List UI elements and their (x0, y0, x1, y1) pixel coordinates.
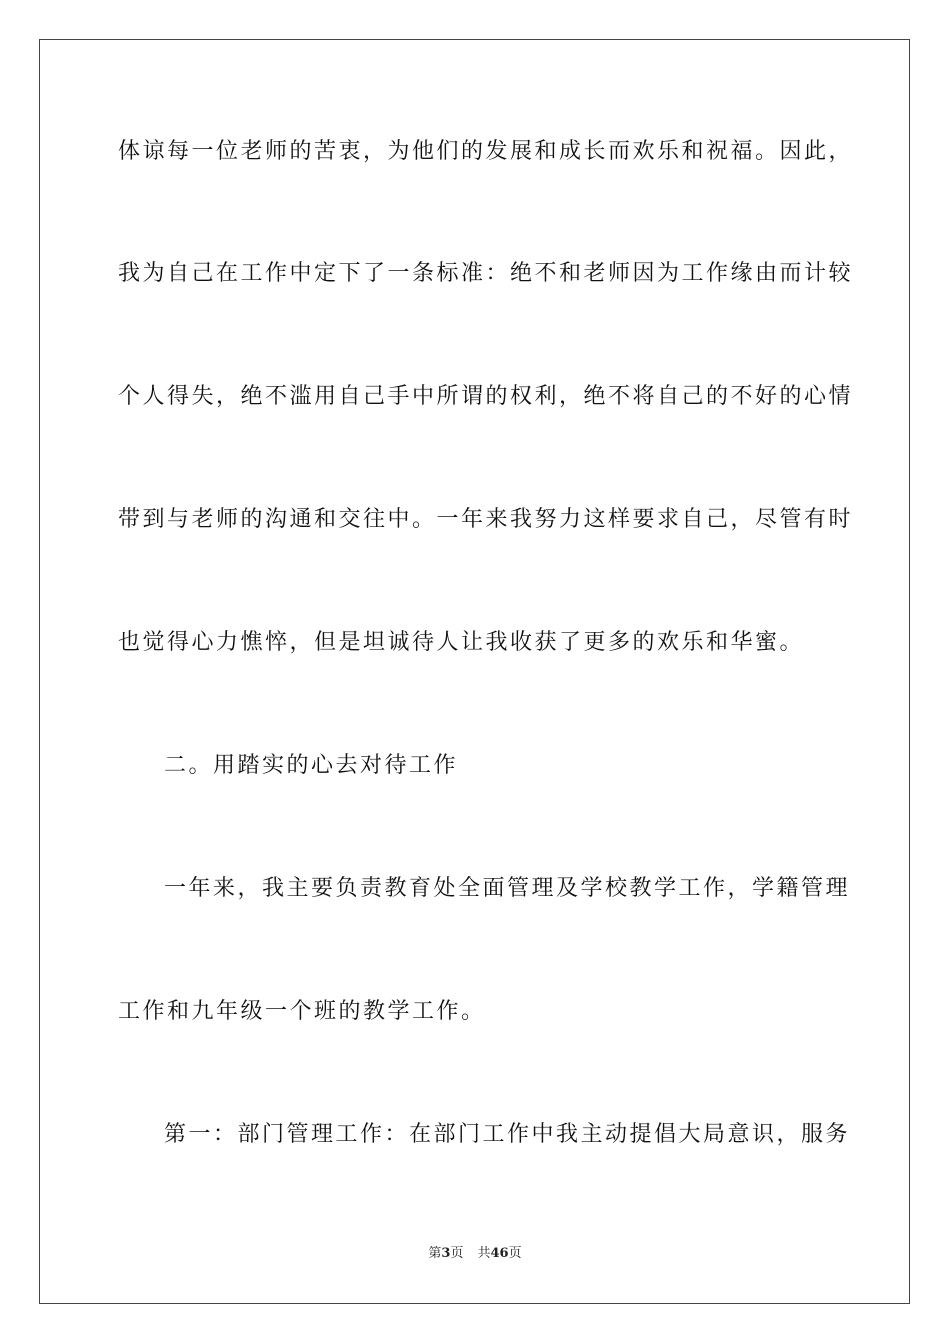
page-suffix: 页 (450, 1246, 464, 1261)
body-line-1: 体谅每一位老师的苦衷，为他们的发展和成长而欢乐和祝福。因此， (118, 139, 854, 164)
body-line-4: 带到与老师的沟通和交往中。一年来我努力这样要求自己，尽管有时 (118, 507, 854, 532)
body-line-8: 第一：部门管理工作：在部门工作中我主动提倡大局意识，服务 (164, 1122, 851, 1147)
body-line-3: 个人得失，绝不滥用自己手中所谓的权利，绝不将自己的不好的心情 (118, 384, 854, 409)
section-heading: 二。用踏实的心去对待工作 (164, 753, 459, 778)
body-line-7: 工作和九年级一个班的教学工作。 (118, 999, 486, 1024)
page-number: 3 (441, 1246, 451, 1261)
page-border (39, 39, 910, 1304)
body-line-2: 我为自己在工作中定下了一条标准：绝不和老师因为工作缘由而计较 (118, 261, 854, 286)
body-line-5: 也觉得心力憔悴，但是坦诚待人让我收获了更多的欢乐和华蜜。 (118, 630, 805, 655)
body-line-6: 一年来，我主要负责教育处全面管理及学校教学工作，学籍管理 (164, 876, 851, 901)
page-footer (0, 1246, 950, 1262)
total-suffix: 页 (508, 1246, 522, 1261)
total-prefix: 共 (477, 1246, 491, 1261)
page-prefix: 第 (428, 1246, 442, 1261)
total-pages: 46 (490, 1246, 509, 1261)
